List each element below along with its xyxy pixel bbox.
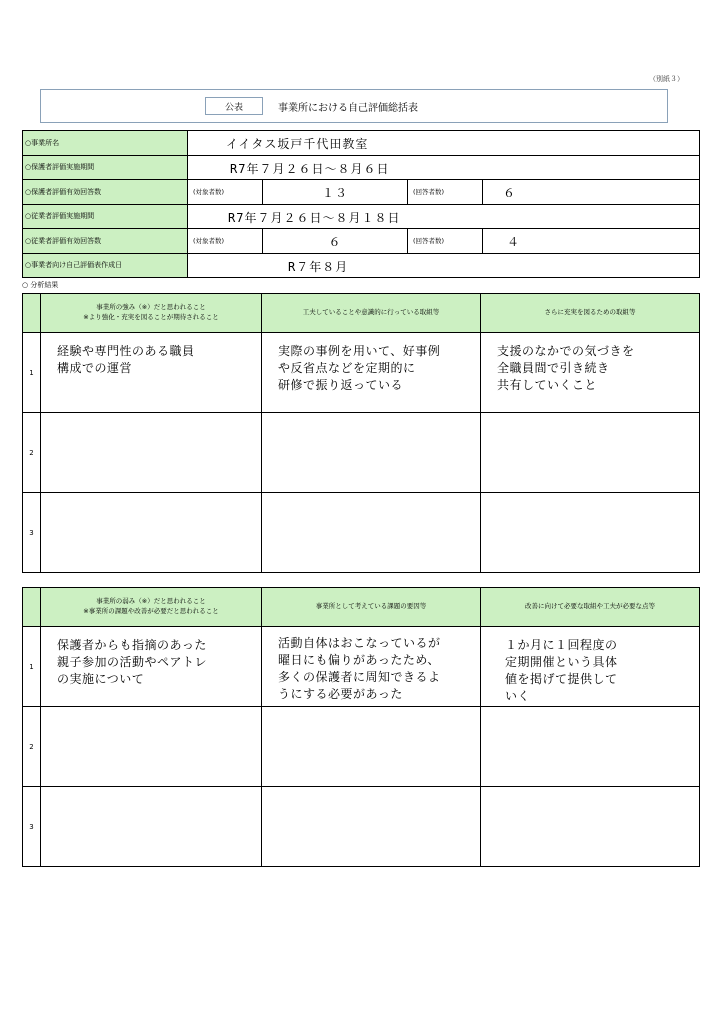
strength-cell: 経験や専門性のある職員 構成での運営	[41, 333, 262, 413]
guardian-period-label: ○保護者評価実施期間	[23, 155, 188, 180]
row-number: 3	[23, 493, 41, 573]
guardian-target-value: １３	[263, 180, 408, 205]
staff-resp-label: (回答者数)	[408, 229, 483, 254]
table-row	[23, 493, 700, 573]
effort-cell	[262, 493, 481, 573]
row-number: 2	[23, 707, 41, 787]
improvement-cell	[481, 707, 700, 787]
document-title: 事業所における自己評価総括表	[278, 103, 418, 114]
table-row	[23, 787, 700, 867]
public-tag: 公表	[205, 97, 263, 115]
analysis-label: ○ 分析結果	[22, 281, 59, 289]
staff-resp-value: ４	[483, 229, 700, 254]
table-row	[23, 707, 700, 787]
guardian-count-label: ○保護者評価有効回答数	[23, 180, 188, 205]
effort-cell	[262, 413, 481, 493]
strength-cell	[41, 493, 262, 573]
strength-cell	[41, 413, 262, 493]
info-table	[22, 130, 700, 278]
weaknesses-table	[22, 587, 700, 867]
staff-count-label: ○従業者評価有効回答数	[23, 229, 188, 254]
weakness-cell	[41, 707, 262, 787]
cause-cell: 活動自体はおこなっているが 曜日にも偏りがあったため、 多くの保護者に周知できるよ うにする必要があった	[262, 627, 481, 707]
staff-period-value: R7年７月２６日～８月１８日	[188, 204, 700, 229]
cause-cell	[262, 787, 481, 867]
strengths-header: 事業所の強み（※）だと思われること ※より強化・充実を図ることが期待されること	[41, 294, 262, 333]
weakness-cell: 保護者からも指摘のあった 親子参加の活動やペアトレ の実施について	[41, 627, 262, 707]
table-row	[23, 627, 700, 707]
staff-period-label: ○従業者評価実施期間	[23, 204, 188, 229]
efforts-header: 工夫していることや意識的に行っている取組等	[262, 294, 481, 333]
table-row	[23, 333, 700, 413]
guardian-period-value: R7年７月２６日～８月６日	[188, 155, 700, 180]
enhancement-header: さらに充実を図るための取組等	[481, 294, 700, 333]
created-date-value: R７年８月	[188, 253, 700, 278]
weakness-cell	[41, 787, 262, 867]
enhancement-cell: 支援のなかでの気づきを 全職員間で引き続き 共有していくこと	[481, 333, 700, 413]
header-blank	[23, 588, 41, 627]
improvement-cell: １か月に１回程度の 定期開催という具体 値を掲げて提供して いく	[481, 627, 700, 707]
strengths-table	[22, 293, 700, 573]
table-row	[23, 413, 700, 493]
row-number: 2	[23, 413, 41, 493]
office-label: ○事業所名	[23, 131, 188, 156]
guardian-resp-label: (回答者数)	[408, 180, 483, 205]
causes-header: 事業所として考えている課題の要因等	[262, 588, 481, 627]
cause-cell	[262, 707, 481, 787]
improvement-cell	[481, 787, 700, 867]
row-number: 3	[23, 787, 41, 867]
weaknesses-header: 事業所の弱み（※）だと思われること ※事業所の課題や改善が必要だと思われること	[41, 588, 262, 627]
enhancement-cell	[481, 493, 700, 573]
improvement-header: 改善に向けて必要な取組や工夫が必要な点等	[481, 588, 700, 627]
appendix-label: （別紙３）	[649, 75, 684, 83]
row-number: 1	[23, 333, 41, 413]
effort-cell: 実際の事例を用いて、好事例 や反省点などを定期的に 研修で振り返っている	[262, 333, 481, 413]
created-date-label: ○事業者向け自己評価表作成日	[23, 253, 188, 278]
header-blank	[23, 294, 41, 333]
row-number: 1	[23, 627, 41, 707]
enhancement-cell	[481, 413, 700, 493]
staff-target-value: ６	[263, 229, 408, 254]
guardian-target-label: (対象者数)	[188, 180, 263, 205]
guardian-resp-value: ６	[483, 180, 700, 205]
staff-target-label: (対象者数)	[188, 229, 263, 254]
office-value: イイタス坂戸千代田教室	[188, 131, 700, 156]
